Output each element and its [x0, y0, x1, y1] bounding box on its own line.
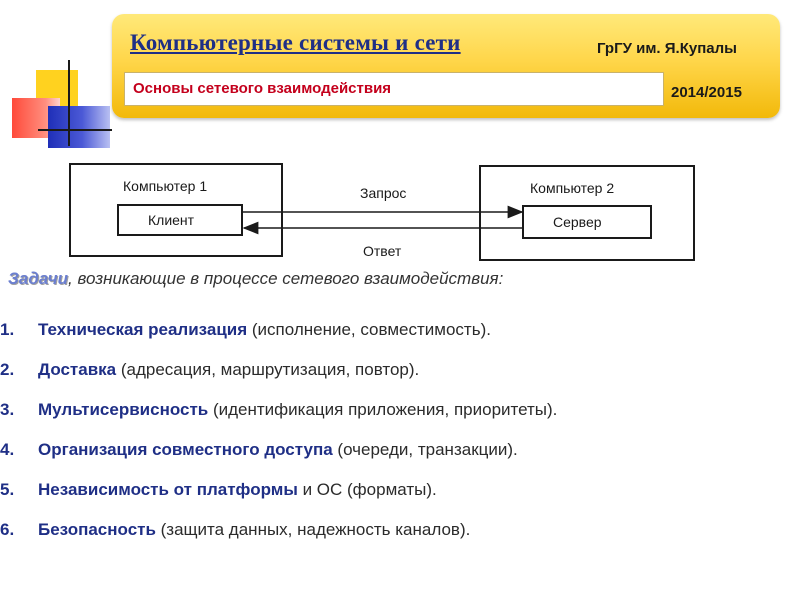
task-number: 2.	[0, 360, 15, 379]
decor-horizontal-line	[38, 129, 112, 131]
task-title: Организация совместного доступа	[38, 440, 333, 459]
university-label: ГрГУ им. Я.Купалы	[597, 40, 737, 57]
task-item	[0, 480, 800, 520]
slide-subtitle: Основы сетевого взаимодействия	[133, 80, 392, 97]
subtitle-box	[124, 72, 664, 106]
tasks-intro-text: , возникающие в процессе сетевого взаимодействия:	[68, 269, 504, 288]
task-detail: (исполнение, совместимость).	[247, 320, 491, 339]
decor-blue-square	[48, 106, 110, 148]
task-detail: (адресация, маршрутизация, повтор).	[116, 360, 420, 379]
request-label: Запрос	[360, 185, 407, 201]
tasks-list	[0, 320, 800, 560]
task-number: 1.	[0, 320, 15, 339]
task-title: Техническая реализация	[38, 320, 248, 339]
academic-year: 2014/2015	[671, 84, 742, 101]
slide-title: Компьютерные системы и сети	[130, 30, 461, 55]
task-detail: и ОС (форматы).	[297, 480, 437, 499]
task-item	[0, 520, 800, 560]
tasks-intro	[8, 269, 503, 289]
task-title: Доставка	[38, 360, 117, 379]
tasks-keyword: Задачи	[8, 269, 68, 288]
computer2-label: Компьютер 2	[530, 180, 615, 196]
task-item	[0, 360, 800, 400]
task-item	[0, 320, 800, 360]
task-title: Мультисервисность	[38, 400, 209, 419]
task-title: Безопасность	[38, 520, 156, 539]
task-number: 6.	[0, 520, 15, 539]
decor-vertical-line	[68, 60, 70, 146]
task-item	[0, 440, 800, 480]
server-label: Сервер	[553, 214, 602, 230]
task-title: Независимость от платформы	[38, 480, 298, 499]
diagram-canvas	[68, 160, 700, 262]
task-number: 3.	[0, 400, 15, 419]
task-number: 5.	[0, 480, 15, 499]
task-item	[0, 400, 800, 440]
task-detail: (защита данных, надежность каналов).	[155, 520, 471, 539]
task-number: 4.	[0, 440, 15, 459]
client-label: Клиент	[148, 212, 195, 228]
task-detail: (идентификация приложения, приоритеты).	[208, 400, 558, 419]
task-detail: (очереди, транзакции).	[332, 440, 518, 459]
response-label: Ответ	[363, 243, 402, 259]
computer1-label: Компьютер 1	[123, 178, 208, 194]
client-server-diagram	[68, 160, 700, 262]
